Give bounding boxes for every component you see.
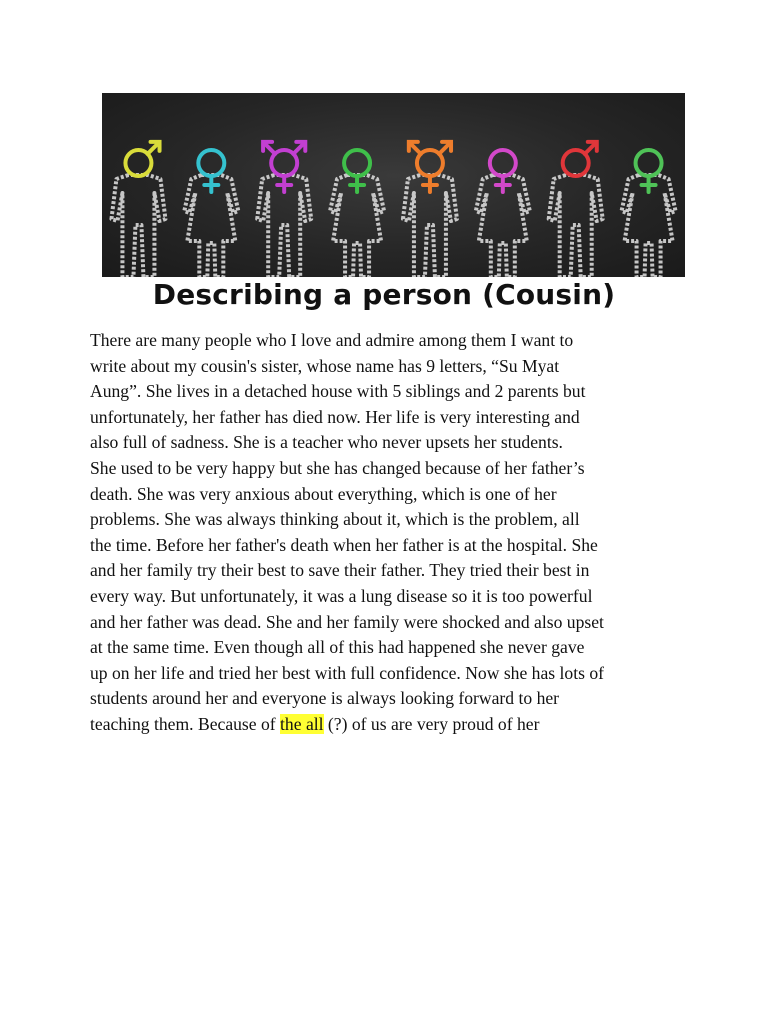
text-line: up on her life and tried her best with full confidence. Now she has lots of <box>90 662 604 683</box>
text-line: Aung”. She lives in a detached house with 5 siblings and 2 parents but <box>90 381 586 402</box>
text-segment: teaching them. Because of <box>90 713 281 734</box>
text-line: death. She was very anxious about everything, which is one of her <box>90 483 557 504</box>
text-line: students around her and everyone is always looking forward to her <box>90 688 560 709</box>
body-paragraph <box>90 328 690 738</box>
female-symbol-figure <box>184 150 238 277</box>
text-line: at the same time. Even though all of this had happened she never gave <box>90 637 585 658</box>
female-symbol-figure <box>330 150 384 277</box>
gender-figures-illustration <box>102 93 685 277</box>
female-symbol <box>636 150 662 176</box>
chalk-body <box>549 175 603 277</box>
female-symbol <box>198 150 224 176</box>
female-symbol-figure <box>622 150 676 277</box>
text-line: problems. She was always thinking about it, which is the problem, all <box>90 509 580 530</box>
text-line: the time. Before her father's death when her father is at the hospital. She <box>90 534 598 555</box>
female-symbol <box>490 150 516 176</box>
text-line: and her father was dead. She and her family were shocked and also upset <box>90 611 604 632</box>
male-symbol-figure <box>549 142 603 277</box>
text-line: also full of sadness. She is a teacher who never upsets her students. <box>90 432 563 453</box>
female-symbol-figure <box>476 150 530 277</box>
transgender-symbol-figure <box>257 142 311 277</box>
header-image <box>102 93 685 277</box>
text-line-last <box>90 712 690 738</box>
text-line: and her family try their best to save their father. They tried their best in <box>90 560 590 581</box>
transgender-symbol-figure <box>403 142 457 277</box>
text-line: write about my cousin's sister, whose name has 9 letters, “Su Myat <box>90 355 560 376</box>
text-segment: (?) of us are very proud of her <box>323 713 540 734</box>
text-line: every way. But unfortunately, it was a lung disease so it is too powerful <box>90 585 593 606</box>
chalk-body <box>111 175 165 277</box>
highlighted-text: the all <box>280 713 324 734</box>
text-line: She used to be very happy but she has changed because of her father’s <box>90 457 585 478</box>
text-line: unfortunately, her father has died now. Her life is very interesting and <box>90 406 580 427</box>
female-symbol <box>344 150 370 176</box>
text-line: There are many people who I love and admire among them I want to <box>90 330 574 350</box>
page-title: Describing a person (Cousin) <box>152 278 616 311</box>
male-symbol-figure <box>111 142 165 277</box>
